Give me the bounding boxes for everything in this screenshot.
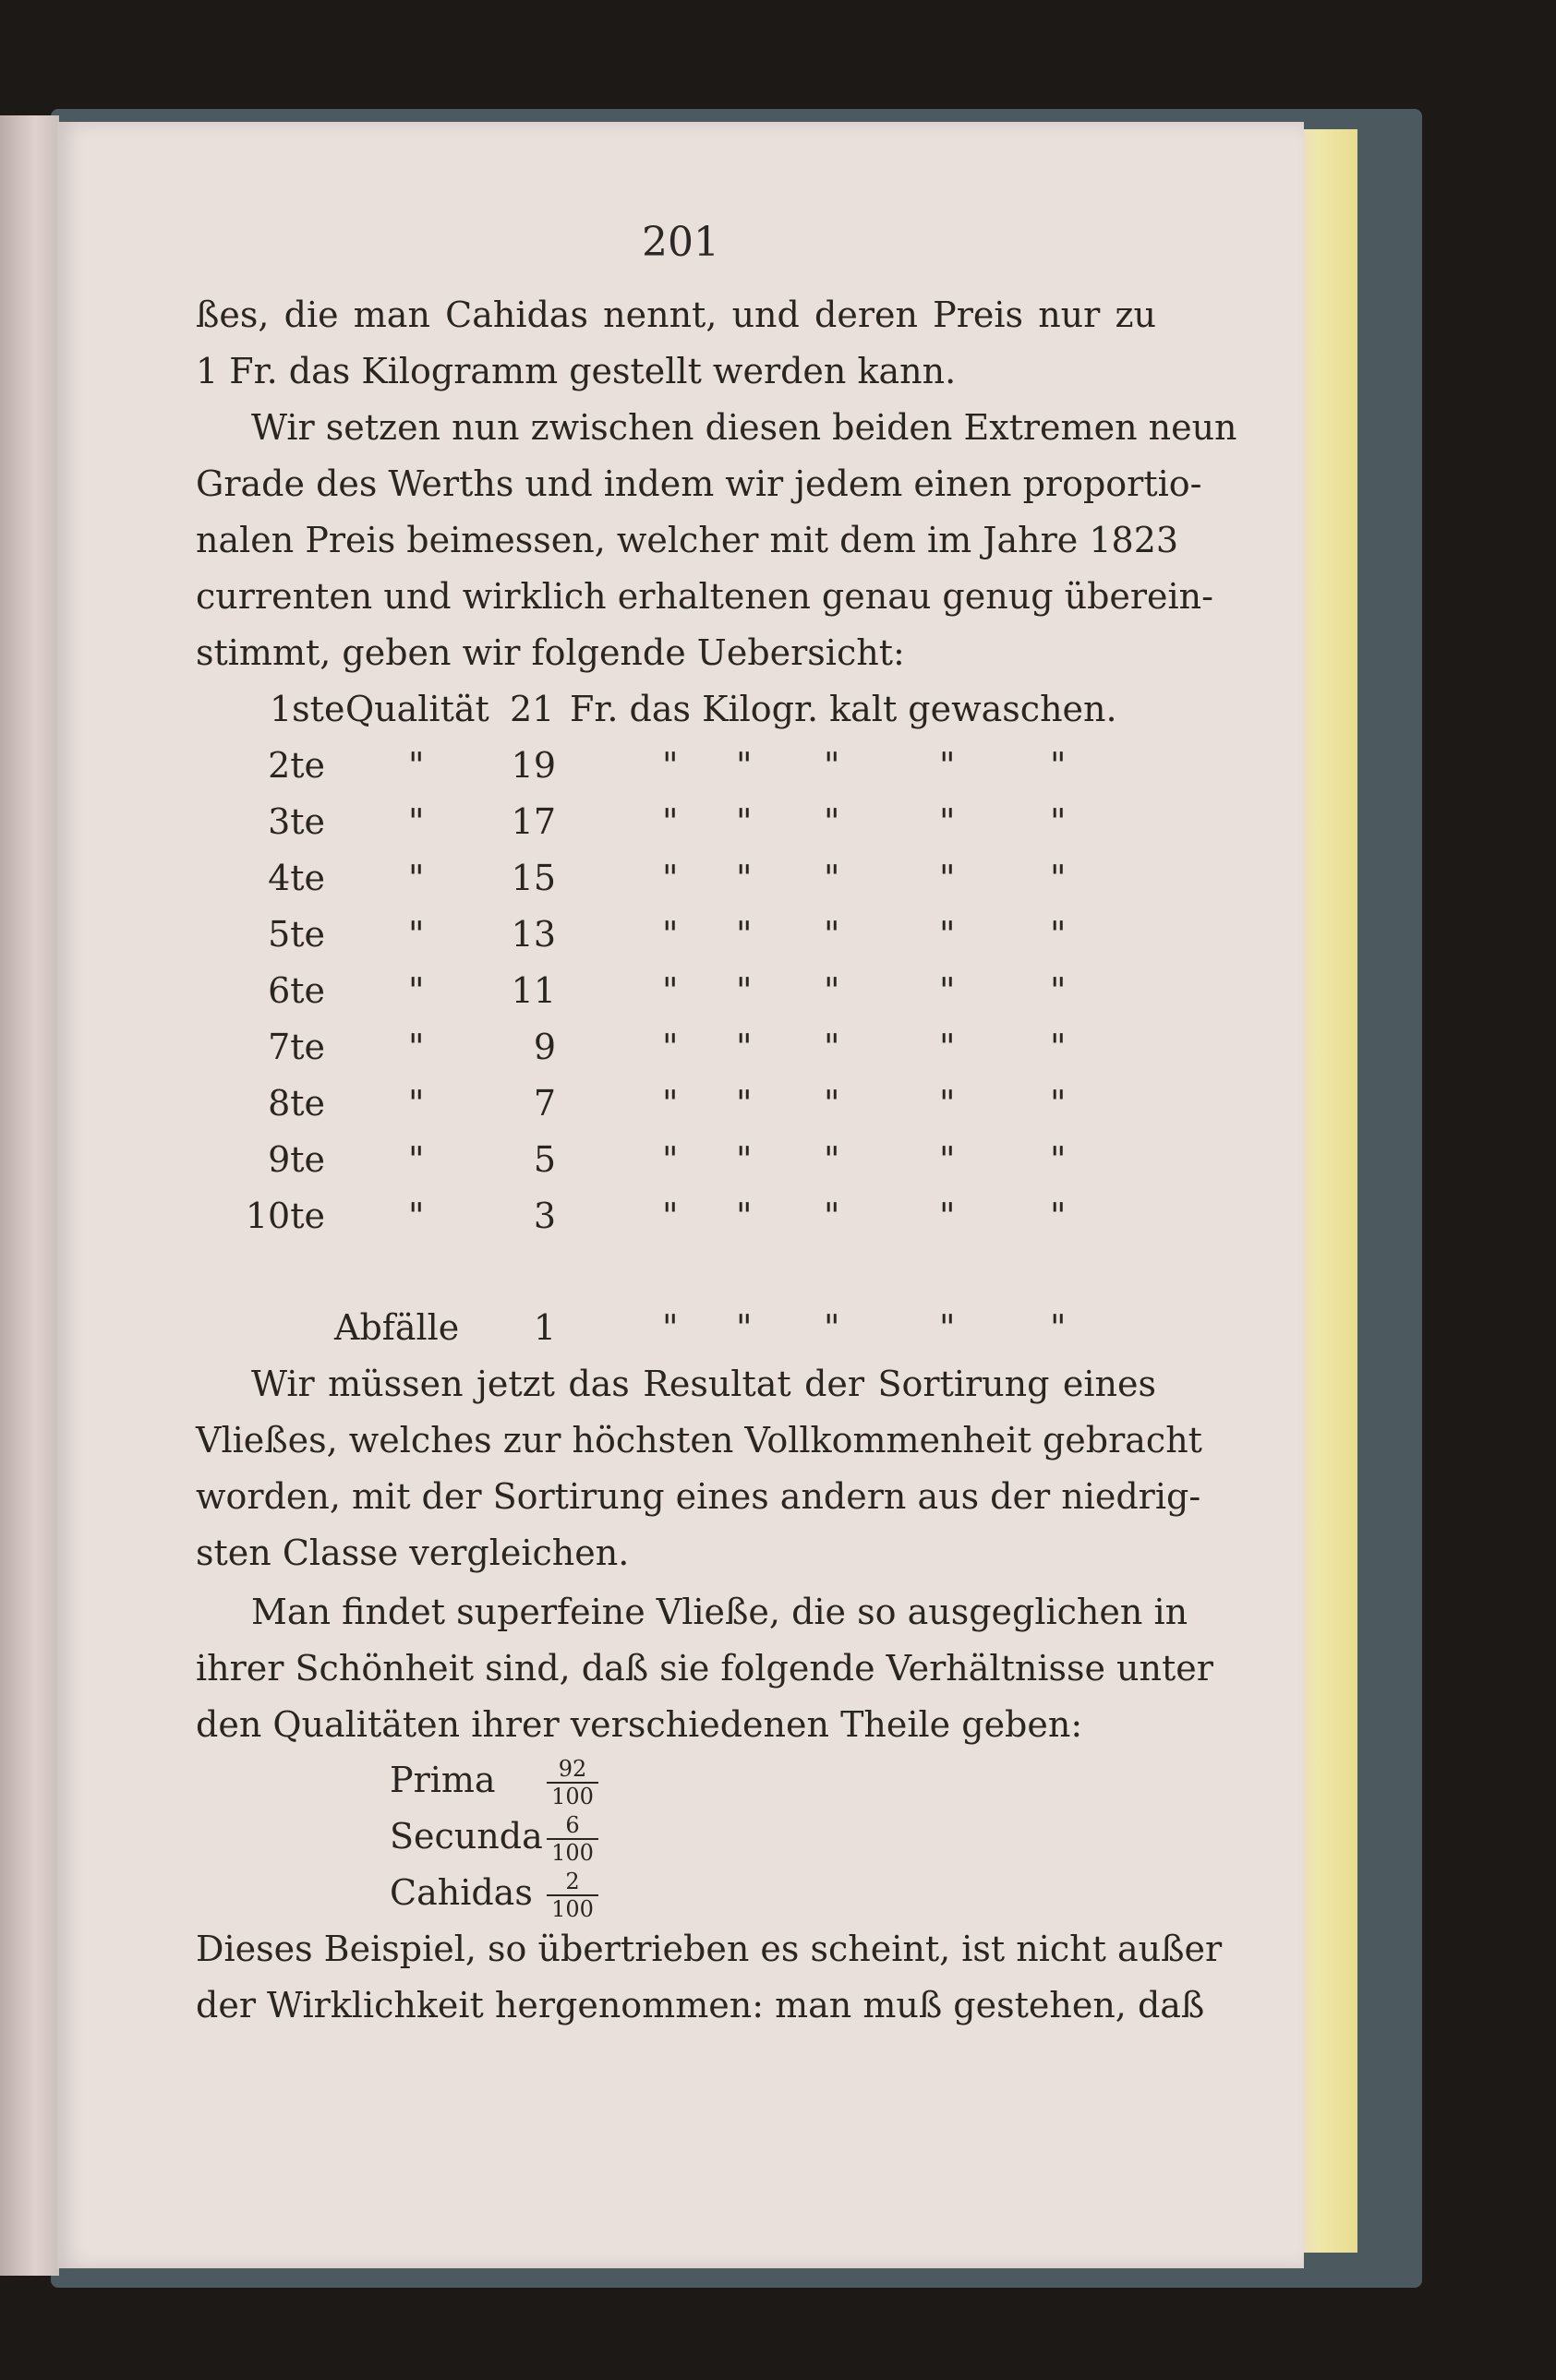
table-price: 15 — [511, 858, 556, 898]
ditto-mark: " — [736, 858, 753, 898]
ditto-mark: " — [1050, 745, 1067, 786]
ditto-mark: " — [662, 858, 679, 898]
fraction-denominator: 100 — [551, 1840, 594, 1866]
text-line: worden, mit der Sortirung eines andern aus der niedrig- — [196, 1476, 1201, 1517]
ditto-mark: " — [408, 914, 425, 955]
table-grade: 3te — [268, 801, 325, 842]
text-line: nalen Preis beimessen, welcher mit dem im Jahre 1823 — [196, 520, 1179, 560]
table-price: 3 — [533, 1196, 556, 1236]
ditto-mark: " — [408, 858, 425, 898]
table-price: 1 — [533, 1307, 556, 1348]
ditto-mark: " — [662, 970, 679, 1011]
fraction-denominator: 100 — [551, 1784, 594, 1809]
table-grade: 9te — [268, 1139, 325, 1180]
ditto-mark: " — [662, 1027, 679, 1067]
fraction-numerator: 2 — [565, 1869, 580, 1894]
ditto-mark: " — [736, 914, 753, 955]
table-price: 11 — [511, 970, 556, 1011]
table-grade: 6te — [268, 970, 325, 1011]
ditto-mark: " — [939, 1083, 956, 1124]
ditto-mark: " — [1050, 1083, 1067, 1124]
fraction-numerator: 92 — [558, 1756, 587, 1782]
table-grade: 10te — [245, 1196, 325, 1236]
text-line: den Qualitäten ihrer verschiedenen Theile geben: — [196, 1704, 1083, 1745]
text-line: Wir setzen nun zwischen diesen beiden Extremen neun — [251, 407, 1237, 448]
left-page-edge — [0, 115, 59, 2276]
ditto-mark: " — [1050, 1139, 1067, 1180]
ditto-mark: " — [408, 1083, 425, 1124]
text-line: ihrer Schönheit sind, daß sie folgende Verhältnisse unter — [196, 1648, 1213, 1689]
table-price: 21 — [510, 689, 555, 729]
fraction — [547, 1758, 598, 1808]
ditto-mark: " — [1050, 1307, 1067, 1348]
fraction — [547, 1870, 598, 1920]
table-quality-label: Qualität — [345, 689, 489, 729]
ditto-mark: " — [662, 1307, 679, 1348]
ditto-mark: " — [408, 970, 425, 1011]
ditto-mark: " — [939, 858, 956, 898]
ditto-mark: " — [662, 1196, 679, 1236]
fraction-label: Prima — [390, 1760, 496, 1800]
table-price: 7 — [533, 1083, 556, 1124]
text-line: der Wirklichkeit hergenommen: man muß gestehen, daß — [196, 1985, 1205, 2025]
ditto-mark: " — [736, 801, 753, 842]
ditto-mark: " — [736, 1307, 753, 1348]
text-line: stimmt, geben wir folgende Uebersicht: — [196, 632, 905, 673]
ditto-mark: " — [824, 1307, 840, 1348]
fraction-denominator: 100 — [551, 1896, 594, 1922]
table-grade: 1ste — [270, 689, 345, 729]
ditto-mark: " — [824, 970, 840, 1011]
fraction-numerator: 6 — [565, 1812, 580, 1838]
ditto-mark: " — [408, 1139, 425, 1180]
ditto-mark: " — [824, 1139, 840, 1180]
ditto-mark: " — [408, 801, 425, 842]
ditto-mark: " — [939, 1139, 956, 1180]
ditto-mark: " — [662, 745, 679, 786]
ditto-mark: " — [939, 1307, 956, 1348]
ditto-mark: " — [662, 1083, 679, 1124]
ditto-mark: " — [736, 745, 753, 786]
table-grade: 4te — [268, 858, 325, 898]
ditto-mark: " — [736, 1139, 753, 1180]
ditto-mark: " — [736, 1027, 753, 1067]
text-line: 1 Fr. das Kilogramm gestellt werden kann. — [196, 351, 957, 391]
fraction — [547, 1814, 598, 1864]
ditto-mark: " — [939, 970, 956, 1011]
ditto-mark: " — [939, 745, 956, 786]
ditto-mark: " — [1050, 1027, 1067, 1067]
text-line: ßes, die man Cahidas nennt, und deren Preis nur zu — [196, 294, 1156, 335]
text-line: Wir müssen jetzt das Resultat der Sortirung eines — [251, 1364, 1156, 1404]
ditto-mark: " — [408, 745, 425, 786]
fraction-label: Cahidas — [390, 1872, 533, 1913]
text-line: Vließes, welches zur höchsten Vollkommenheit gebracht — [196, 1420, 1202, 1460]
table-grade: 7te — [268, 1027, 325, 1067]
ditto-mark: " — [736, 1196, 753, 1236]
ditto-mark: " — [824, 801, 840, 842]
table-grade: 2te — [268, 745, 325, 786]
ditto-mark: " — [824, 914, 840, 955]
ditto-mark: " — [824, 745, 840, 786]
ditto-mark: " — [824, 1196, 840, 1236]
ditto-mark: " — [662, 914, 679, 955]
ditto-mark: " — [1050, 801, 1067, 842]
ditto-mark: " — [1050, 1196, 1067, 1236]
ditto-mark: " — [824, 1027, 840, 1067]
table-price: 19 — [511, 745, 556, 786]
ditto-mark: " — [1050, 858, 1067, 898]
table-grade: 5te — [268, 914, 325, 955]
ditto-mark: " — [939, 1196, 956, 1236]
text-line: Dieses Beispiel, so übertrieben es scheint, ist nicht außer — [196, 1929, 1223, 1969]
text-line: sten Classe vergleichen. — [196, 1533, 630, 1573]
table-price: 13 — [511, 914, 556, 955]
page-number: 201 — [642, 219, 719, 266]
ditto-mark: " — [662, 1139, 679, 1180]
ditto-mark: " — [939, 1027, 956, 1067]
ditto-mark: " — [408, 1196, 425, 1236]
ditto-mark: " — [939, 801, 956, 842]
ditto-mark: " — [662, 801, 679, 842]
text-line: currenten und wirklich erhaltenen genau genug überein- — [196, 576, 1213, 617]
table-grade: 8te — [268, 1083, 325, 1124]
table-price: 9 — [533, 1027, 556, 1067]
ditto-mark: " — [736, 970, 753, 1011]
text-line: Man findet superfeine Vließe, die so ausgeglichen in — [251, 1592, 1188, 1632]
table-price: 17 — [511, 801, 556, 842]
ditto-mark: " — [1050, 914, 1067, 955]
ditto-mark: " — [939, 914, 956, 955]
fraction-label: Secunda — [390, 1816, 543, 1857]
table-grade: Abfälle — [334, 1307, 460, 1348]
table-unit: Fr. das Kilogr. kalt gewaschen. — [570, 689, 1117, 729]
table-price: 5 — [533, 1139, 556, 1180]
ditto-mark: " — [824, 1083, 840, 1124]
ditto-mark: " — [1050, 970, 1067, 1011]
book-page — [57, 122, 1304, 2268]
ditto-mark: " — [824, 858, 840, 898]
text-line: Grade des Werths und indem wir jedem einen proportio- — [196, 463, 1202, 504]
ditto-mark: " — [408, 1027, 425, 1067]
ditto-mark: " — [736, 1083, 753, 1124]
